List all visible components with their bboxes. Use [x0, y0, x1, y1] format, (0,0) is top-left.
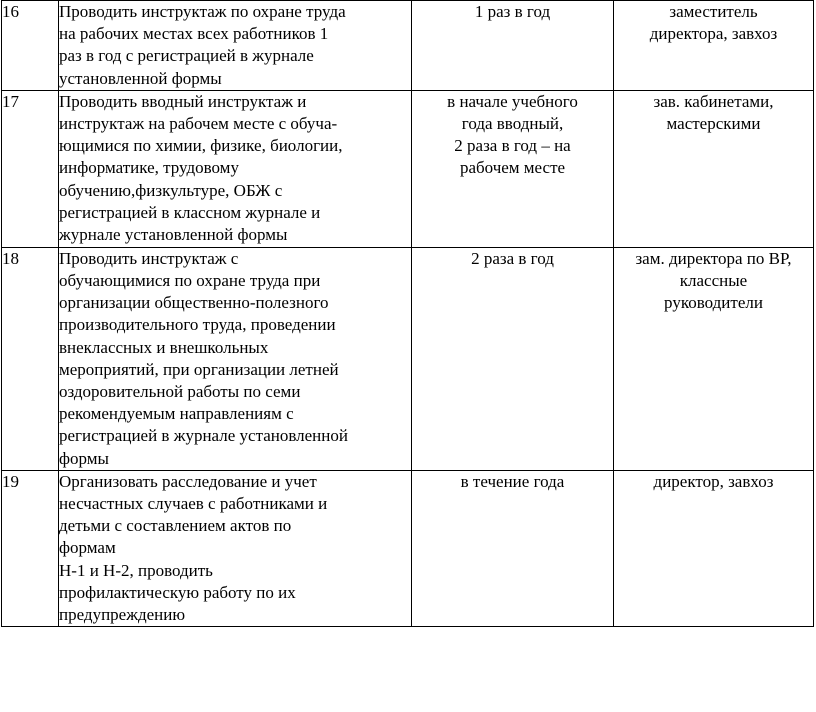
- responsible-cell: [614, 247, 814, 470]
- row-number: 19: [2, 470, 59, 626]
- table-row: [2, 1, 814, 91]
- responsible-line: заместитель: [669, 2, 758, 21]
- measures-table: [1, 0, 814, 627]
- task-line: регистрацией в журнале установленной: [59, 426, 348, 446]
- responsible-cell: [614, 1, 814, 91]
- task-cell: [59, 470, 412, 626]
- term-line: в течение года: [460, 471, 565, 491]
- task-line: ющимися по химии, физике, биологии,: [59, 136, 343, 156]
- term-line: года вводный,: [461, 114, 564, 134]
- task-cell: [59, 247, 412, 470]
- task-line: формам: [59, 538, 116, 558]
- responsible-line: классные: [679, 271, 748, 291]
- table-row: [2, 470, 814, 626]
- table-row: [2, 90, 814, 247]
- task-line: обучению,физкультуре, ОБЖ с: [59, 180, 283, 200]
- responsible-line: зав. кабинетами,: [653, 91, 774, 111]
- task-line: рекомендуемым направлениям с: [59, 404, 294, 424]
- row-number: 17: [2, 90, 59, 247]
- responsible-line: зам. директора по ВР,: [635, 248, 792, 268]
- term-line: 2 раза в год: [471, 248, 554, 268]
- term-cell: [412, 247, 614, 470]
- task-line: профилактическую работу по их: [59, 582, 296, 602]
- task-line: информатике, трудовому: [59, 158, 239, 178]
- row-number: 18: [2, 247, 59, 470]
- task-line: детьми с составлением актов по: [59, 516, 292, 536]
- term-cell: [412, 1, 614, 91]
- task-line: Организовать расследование и учет: [59, 471, 317, 491]
- task-cell: [59, 1, 412, 91]
- responsible-line: руководители: [664, 293, 763, 313]
- task-line: формы: [59, 448, 109, 468]
- term-line: 1 раз в год: [474, 2, 551, 21]
- term-line: рабочем месте: [459, 158, 566, 178]
- task-line: на рабочих местах всех работников 1: [59, 24, 329, 44]
- task-line: несчастных случаев с работниками и: [59, 494, 328, 514]
- responsible-line: мастерскими: [666, 114, 761, 134]
- task-line: производительного труда, проведении: [59, 315, 336, 335]
- task-line: оздоровительной работы по семи: [59, 382, 301, 402]
- task-line: Проводить вводный инструктаж и: [59, 91, 307, 111]
- responsible-line: директора, завхоз: [649, 24, 778, 44]
- responsible-cell: [614, 470, 814, 626]
- task-line: мероприятий, при организации летней: [59, 359, 339, 379]
- task-line: внеклассных и внешкольных: [59, 337, 269, 357]
- term-cell: [412, 90, 614, 247]
- task-line: журнале установленной формы: [59, 225, 288, 245]
- task-line: организации общественно-полезного: [59, 293, 329, 313]
- responsible-line: директор, завхоз: [653, 471, 774, 491]
- row-number: 16: [2, 1, 59, 91]
- task-cell: [59, 90, 412, 247]
- task-line: Проводить инструктаж по охране труда: [59, 2, 346, 21]
- task-line: предупреждению: [59, 605, 186, 625]
- term-cell: [412, 470, 614, 626]
- task-line: инструктаж на рабочем месте с обуча-: [59, 114, 338, 134]
- term-line: 2 раза в год – на: [454, 136, 571, 156]
- task-line: установленной формы: [59, 68, 222, 88]
- term-line: в начале учебного: [447, 91, 578, 111]
- task-line: обучающимися по охране труда при: [59, 271, 321, 291]
- task-line: Н-1 и Н-2, проводить: [59, 560, 213, 580]
- responsible-cell: [614, 90, 814, 247]
- task-line: раз в год с регистрацией в журнале: [59, 46, 314, 66]
- task-line: Проводить инструктаж с: [59, 248, 239, 268]
- task-line: регистрацией в классном журнале и: [59, 202, 321, 222]
- table-row: [2, 247, 814, 470]
